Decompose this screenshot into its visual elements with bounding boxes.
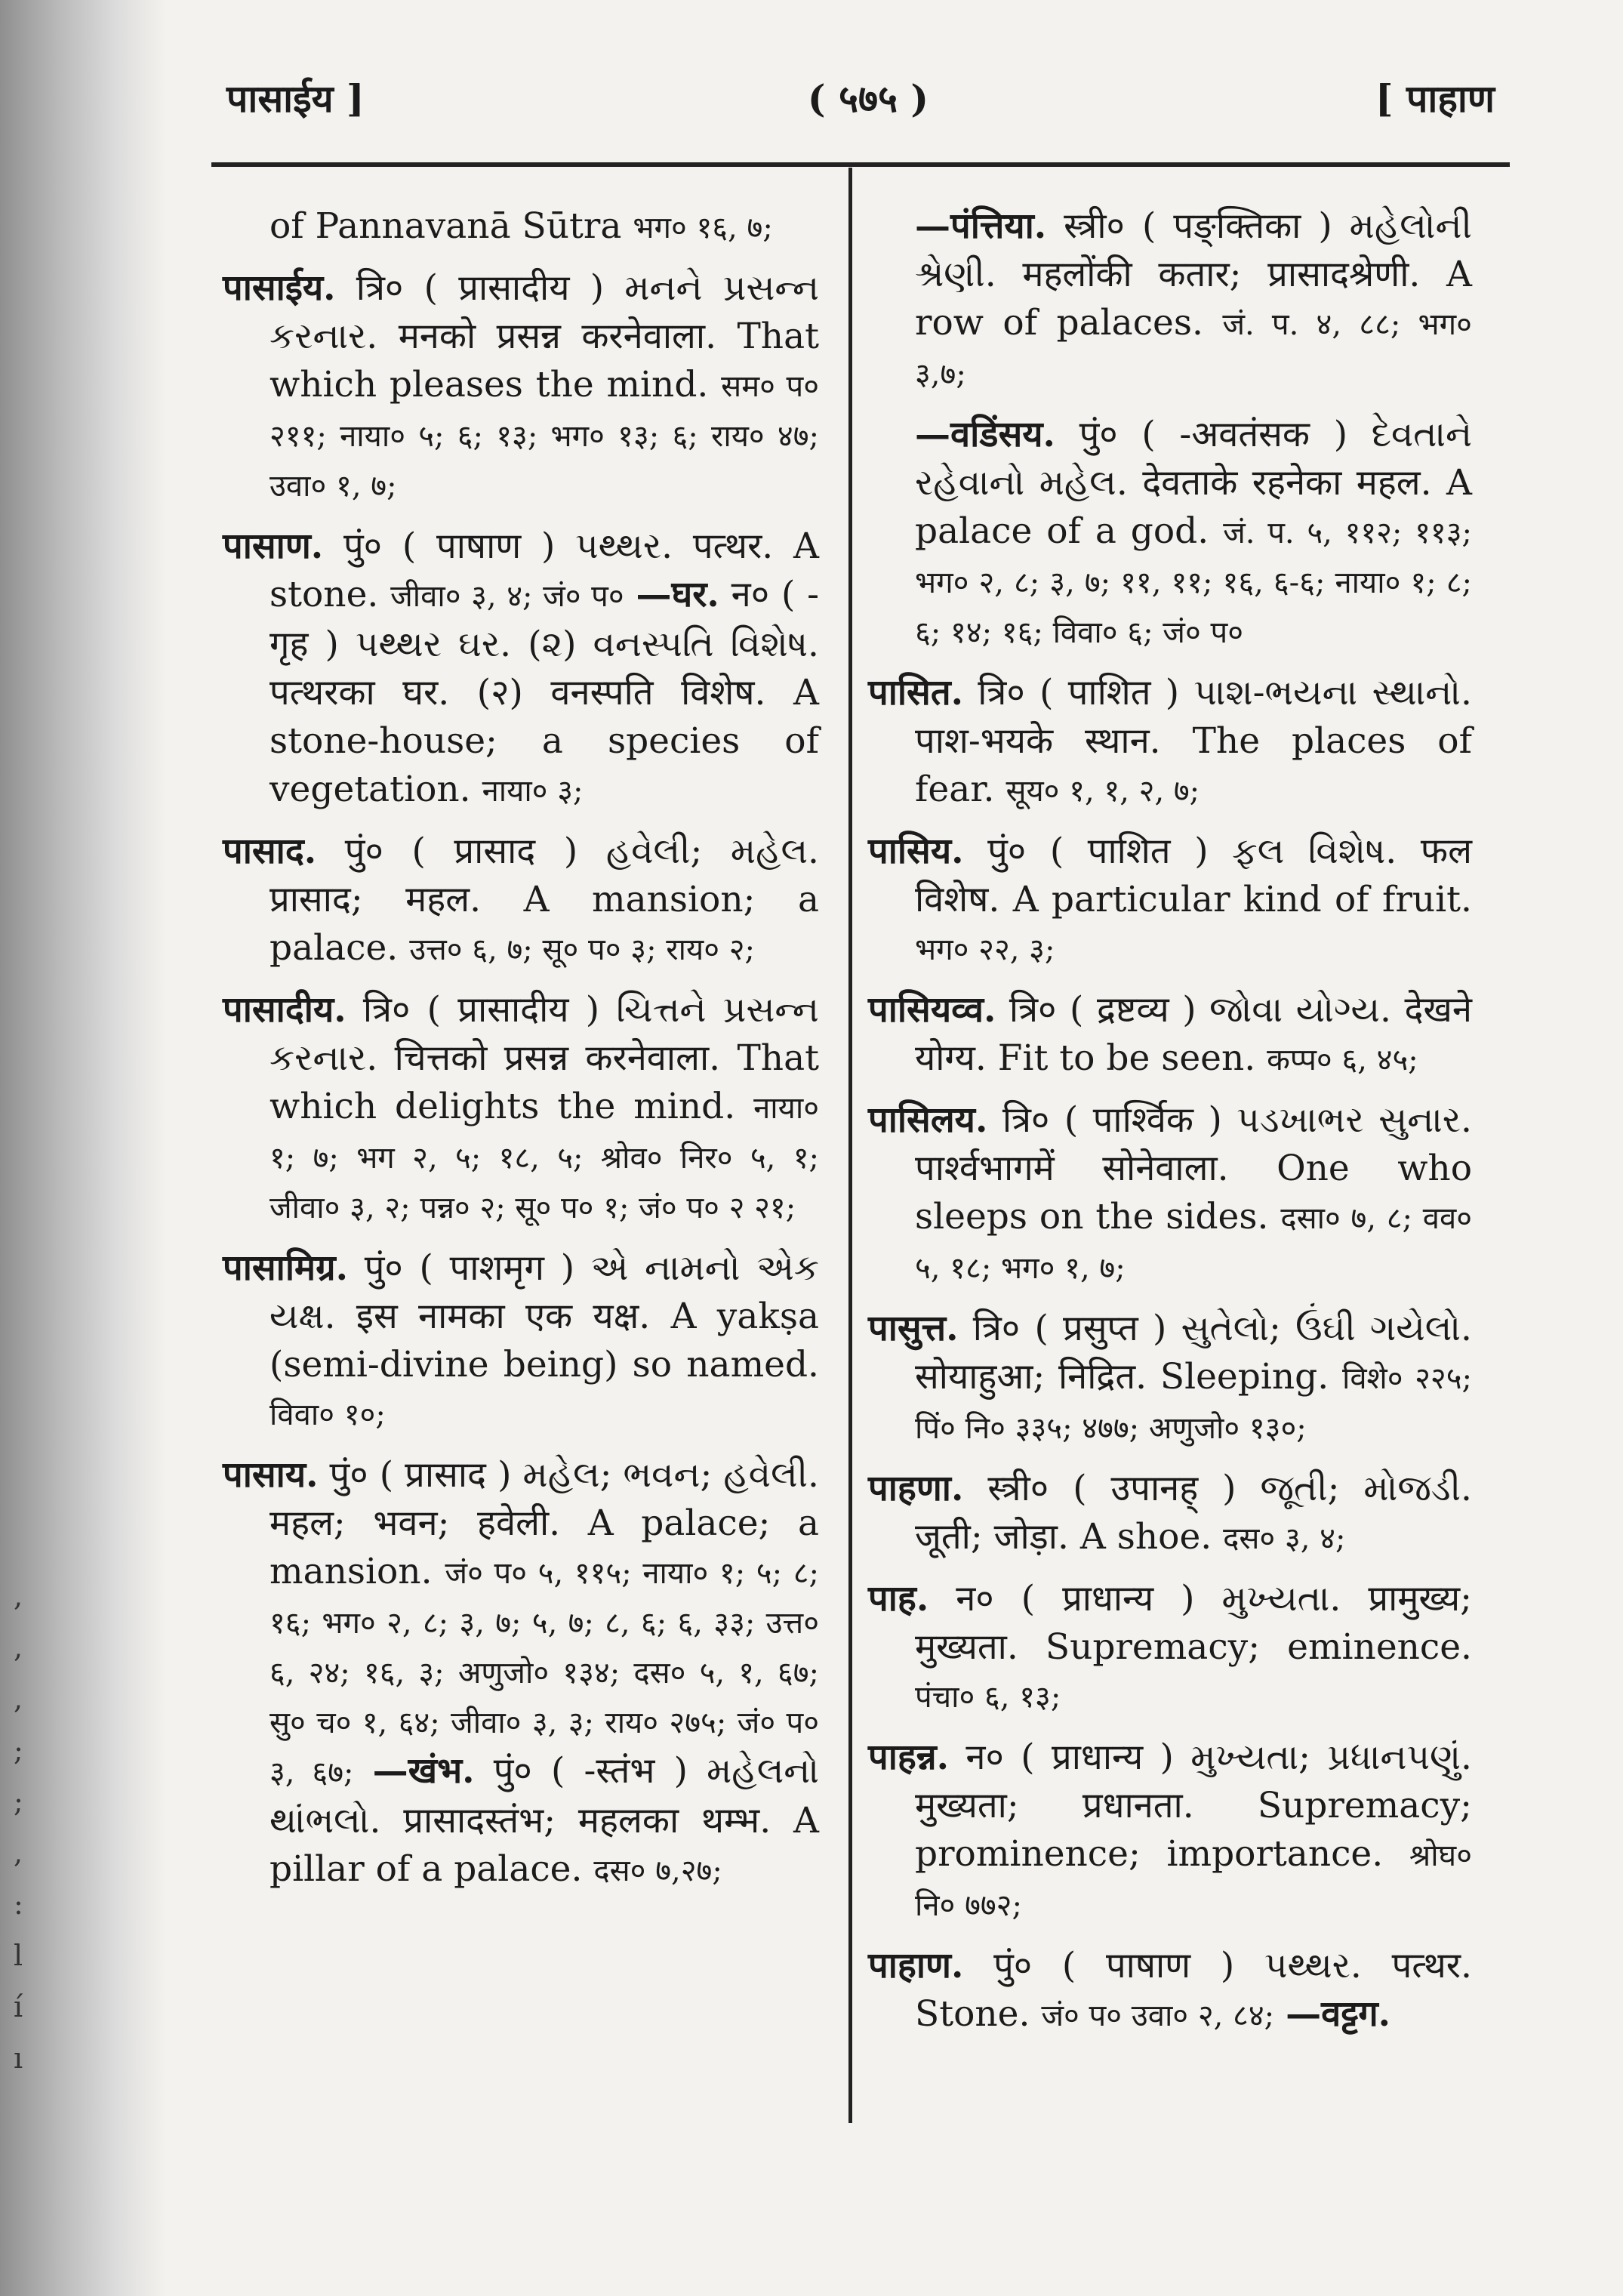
sub-entry-grammar: स्त्री० — [1064, 205, 1125, 247]
entry-etymology: ( उपानह् ) — [1073, 1468, 1236, 1509]
dictionary-entry — [223, 202, 819, 252]
dictionary-entry — [223, 264, 819, 510]
entry-grammar: पुं० — [993, 1945, 1033, 1986]
entry-etymology: ( पाषाण ) — [1061, 1945, 1235, 1986]
sub-entry-grammar: पुं० — [1079, 414, 1118, 455]
header-rule — [211, 162, 1510, 167]
sub-entry-english: A palace of a god. — [915, 462, 1472, 552]
sub-entry-hindi: पत्थरका घर. (२) वनस्पति विशेष. — [269, 672, 766, 713]
entry-headword: पाहणा. — [868, 1468, 964, 1509]
entry-headword: पासिलय. — [868, 1099, 988, 1141]
entry-gujarati: હવેલી; મહેલ. — [605, 831, 819, 872]
entry-english: That which pleases the mind. — [269, 316, 819, 405]
dictionary-entry — [868, 411, 1472, 657]
entry-grammar: त्रि० — [972, 1308, 1021, 1349]
entry-english: Sleeping. — [1160, 1356, 1329, 1398]
running-head-right: [ पाहाण — [1375, 76, 1495, 121]
entry-english: A palace; a mansion. — [269, 1502, 819, 1592]
dictionary-entry — [868, 1096, 1472, 1293]
entry-english: The places of fear. — [915, 720, 1472, 810]
entry-hindi: प्रासाद; महल. — [269, 879, 482, 920]
sub-entry-headword: —खंभ. — [372, 1750, 475, 1792]
sub-entry-hindi: महलोंकी कतार; प्रासादश्रेणी. — [1022, 254, 1421, 295]
entry-headword: पासाण. — [223, 525, 324, 567]
entry-references: जं० प० ५, ११५; नाया० १; ५; ८; १६; भग० २, ८; ३, ७; ५, ७; ८, ६; ६, ३३; उत्त० ६, २४; १६, ३; अणुजो० १३४; दस० ५, १, ६७; सु० च० १, ६४; जीवा० ३, ३; राय० २७५; जं० प० ३, ६७; — [269, 1556, 819, 1790]
entry-etymology: ( पाशित ) — [1039, 672, 1180, 713]
entry-references: उत्त० ६, ७; सू० प० ३; राय० २; — [409, 932, 755, 967]
entry-etymology: ( प्राधान्य ) — [1021, 1578, 1195, 1620]
entry-etymology: ( प्रासाद ) — [411, 831, 578, 872]
dictionary-entry — [868, 202, 1472, 399]
entry-english: Stone. — [915, 1993, 1030, 2035]
entry-english: A mansion; a palace. — [269, 879, 819, 969]
entry-hindi: प्रामुख्य; मुख्यता. — [915, 1578, 1472, 1668]
entry-references: विवा० १०; — [269, 1398, 386, 1432]
dictionary-entry — [868, 1305, 1472, 1453]
left-column — [223, 202, 819, 1907]
entry-grammar: स्त्री० — [987, 1468, 1049, 1509]
entry-english: One who sleeps on the sides. — [915, 1148, 1472, 1237]
page-header — [226, 72, 1495, 132]
entry-english: A yakṣa (semi-divine being) so named. — [269, 1296, 819, 1385]
sub-entry-gujarati: દેવતાને રહેવાનો મહેલ. — [915, 414, 1472, 504]
entry-references: नाया० १; ७; भग २, ५; १८, ५; श्रोव० निर० ५, १; जीवा० ३, २; पन्न० २; सू० प० १; जं० प० २ २१; — [269, 1091, 819, 1225]
entry-references: भग० १६, ७; — [633, 211, 773, 245]
entry-headword: पासामिग्र. — [223, 1247, 348, 1289]
entry-english: A particular kind of fruit. — [1012, 879, 1472, 920]
entry-hindi: मुख्यता; प्रधानता. — [915, 1785, 1194, 1826]
entry-references: सूय० १, १, २, ७; — [1006, 774, 1200, 809]
sub-entry-etymology: ( -गृह ) — [269, 574, 819, 665]
entry-etymology: ( पाशित ) — [1049, 831, 1209, 872]
entry-grammar: त्रि० — [362, 989, 411, 1031]
sub-entry-gujarati: પથ્થર ઘર. (૨) વનસ્પતિ વિશેષ. — [356, 624, 819, 665]
entry-gujarati: પાશ-ભયના સ્થાનો. — [1193, 672, 1472, 713]
entry-hindi: मनको प्रसन्न करनेवाला. — [398, 316, 717, 357]
running-head-left: पासाईय ] — [226, 76, 365, 121]
dictionary-entry — [868, 1734, 1472, 1930]
entry-grammar: न० — [965, 1737, 1004, 1778]
entry-hindi: पाश-भयके स्थान. — [915, 720, 1161, 762]
entry-etymology: ( प्रसुप्त ) — [1034, 1308, 1167, 1349]
entry-references: दस० ३, ४; — [1223, 1521, 1346, 1556]
entry-etymology: ( द्रष्टव्य ) — [1070, 989, 1196, 1031]
entry-hindi: इस नामका एक यक्ष. — [356, 1296, 651, 1337]
dictionary-entry — [868, 1575, 1472, 1721]
entry-grammar: त्रि० — [356, 267, 404, 309]
sub-entry-grammar: न० — [731, 574, 770, 615]
entry-grammar: त्रि० — [978, 672, 1025, 713]
entry-english: Supremacy; eminence. — [1045, 1626, 1472, 1668]
dictionary-entry — [223, 522, 819, 815]
entry-references: जं० प० उवा० २, ८४; — [1041, 1999, 1275, 2033]
entry-references: श्रोघ० नि० ७७२; — [915, 1838, 1472, 1923]
sub-entry-references: जं. प. ५, ११२; ११३; भग० २, ८; ३, ७; ११, ११; १६, ६-६; नाया० १; ८; ६; १४; १६; विवा० ६; जं० प० — [915, 516, 1472, 650]
entry-grammar: त्रि० — [1002, 1099, 1050, 1141]
entry-headword: पासिय. — [868, 831, 964, 872]
entry-english: A shoe. — [1079, 1516, 1212, 1558]
sub-entry-english: A row of palaces. — [915, 254, 1472, 344]
entry-english: That which delights the mind. — [269, 1037, 819, 1127]
dictionary-entry — [868, 1465, 1472, 1563]
entry-hindi: देखने योग्य. — [915, 989, 1472, 1079]
entry-gujarati: ચિત્તને પ્રસન્ન કરનાર. — [269, 989, 819, 1079]
entry-grammar: पुं० — [344, 831, 383, 872]
sub-entry-grammar: पुं० — [493, 1750, 532, 1792]
entry-gujarati: જોવા યોગ્ય. — [1209, 989, 1391, 1031]
entry-headword: पासियव्व. — [868, 989, 996, 1031]
dictionary-entry — [223, 827, 819, 974]
entry-hindi: चित्तको प्रसन्न करनेवाला. — [394, 1037, 721, 1079]
entry-etymology: ( पाषाण ) — [402, 525, 556, 567]
entry-etymology: ( पार्श्विक ) — [1064, 1099, 1222, 1141]
entry-grammar: त्रि० — [1009, 989, 1057, 1031]
dictionary-entry — [223, 1451, 819, 1895]
entry-gujarati: મુખ્યતા; પ્રધાનપણું. — [1190, 1737, 1472, 1778]
entry-headword: पाहाण. — [868, 1945, 964, 1986]
entry-gujarati: સુતેલો; ઉંઘી ગયેલો. — [1181, 1308, 1472, 1349]
sub-entry-headword: —पंत्तिया. — [915, 205, 1047, 247]
entry-english: of Pannavanā Sūtra — [269, 205, 622, 247]
sub-entry-references: नाया० ३; — [482, 774, 584, 809]
right-column — [868, 202, 1472, 2052]
entry-hindi: सोयाहुआ; निद्रित. — [915, 1356, 1147, 1398]
sub-entry-gujarati: મહેલોની શ્રેણી. — [915, 205, 1472, 295]
entry-gujarati: જૂતી; મોજડી. — [1260, 1468, 1472, 1509]
sub-entry-headword: —घर. — [636, 574, 719, 615]
entry-headword: पाह. — [868, 1578, 929, 1620]
entry-gujarati: પથ્થર. — [575, 525, 673, 567]
entry-gujarati: પથ્થર. — [1264, 1945, 1362, 1986]
entry-references: कप्प० ६, ४५; — [1267, 1043, 1418, 1077]
entry-gujarati: પડખાભર સુનાર. — [1236, 1099, 1472, 1141]
sub-entry-references: दस० ७,२७; — [593, 1854, 722, 1888]
entry-grammar: पुं० — [329, 1454, 368, 1496]
sub-entry-etymology: ( -स्तंभ ) — [550, 1750, 688, 1792]
binding-margin-marks: , , , ; ; , : l í ı — [14, 1579, 23, 2075]
sub-entry-english: A pillar of a palace. — [269, 1800, 819, 1890]
entry-headword: पासाईय. — [223, 267, 336, 309]
entry-hindi: फल विशेष. — [915, 831, 1472, 920]
dictionary-entry — [223, 986, 819, 1232]
entry-hindi: पत्थर. — [692, 525, 774, 567]
entry-hindi: महल; भवन; हवेली. — [269, 1502, 561, 1544]
sub-entry-gujarati: મહેલનો થાંભલો. — [269, 1750, 819, 1841]
entry-headword: पासुत्त. — [868, 1308, 959, 1349]
entry-references: विशे० २२५; पिं० नि० ३३५; ४७७; अणुजो० १३०; — [915, 1361, 1472, 1446]
sub-entry-headword: —वट्टग. — [1286, 1993, 1391, 2035]
column-divider — [848, 168, 852, 2123]
entry-headword: पासित. — [868, 672, 963, 713]
entry-headword: पासादीय. — [223, 989, 346, 1031]
entry-gujarati: ફલ વિશેષ. — [1232, 831, 1397, 872]
entry-hindi: जूती; जोड़ा. — [915, 1516, 1069, 1558]
entry-references: जीवा० ३, ४; जं० प० — [390, 579, 624, 614]
page-number: ( ५७५ ) — [807, 76, 929, 121]
entry-grammar: पुं० — [987, 831, 1027, 872]
sub-entry-references: जं. प. ४, ८८; भग० ३,७; — [915, 307, 1472, 392]
entry-references: सम० प० २११; नाया० ५; ६; १३; भग० १३; ६; राय० ४७; उवा० १, ७; — [269, 369, 819, 504]
entry-grammar: न० — [956, 1578, 994, 1620]
dictionary-entry — [868, 669, 1472, 815]
sub-entry-hindi: प्रासादस्तंभ; महलका थम्भ. — [403, 1800, 771, 1841]
entry-headword: पाहन्न. — [868, 1737, 949, 1778]
entry-etymology: ( प्रासाद ) — [379, 1454, 512, 1496]
entry-headword: पासाद. — [223, 831, 317, 872]
sub-entry-etymology: ( -अवतंसक ) — [1141, 414, 1348, 455]
dictionary-entry — [868, 986, 1472, 1084]
sub-entry-english: A stone-house; a species of vegetation. — [269, 672, 819, 810]
entry-references: भग० २२, ३; — [915, 932, 1055, 967]
sub-entry-headword: —वडिंसय. — [915, 414, 1055, 455]
entry-etymology: ( प्रासादीय ) — [423, 267, 605, 309]
dictionary-entry — [868, 827, 1472, 974]
entry-gujarati: એ નામનો એક યક્ષ. — [269, 1247, 819, 1337]
sub-entry-etymology: ( पङ्क्तिका ) — [1141, 205, 1332, 247]
entry-headword: पासाय. — [223, 1454, 319, 1496]
entry-english: A stone. — [269, 525, 819, 615]
dictionary-entry — [868, 1942, 1472, 2040]
entry-grammar: पुं० — [364, 1247, 403, 1289]
entry-references: पंचा० ६, १३; — [915, 1680, 1061, 1715]
entry-references: दसा० ७, ८; वव० ५, १८; भग० १, ७; — [915, 1201, 1472, 1286]
entry-gujarati: મનને પ્રસન્ન કરનાર. — [269, 267, 819, 357]
entry-english: Supremacy; prominence; importance. — [915, 1785, 1472, 1875]
dictionary-entry — [223, 1244, 819, 1439]
entry-gujarati: મુખ્યતા. — [1221, 1578, 1341, 1620]
sub-entry-hindi: देवताके रहनेका महल. — [1142, 462, 1432, 504]
entry-hindi: पार्श्वभागमें सोनेवाला. — [915, 1148, 1229, 1189]
entry-hindi: पत्थर. — [1391, 1945, 1472, 1986]
entry-etymology: ( प्रासादीय ) — [427, 989, 600, 1031]
entry-etymology: ( पाशमृग ) — [419, 1247, 575, 1289]
entry-etymology: ( प्राधान्य ) — [1021, 1737, 1174, 1778]
entry-grammar: पुं० — [343, 525, 383, 567]
entry-gujarati: મહેલ; ભવન; હવેલી. — [522, 1454, 819, 1496]
entry-english: Fit to be seen. — [997, 1037, 1256, 1079]
